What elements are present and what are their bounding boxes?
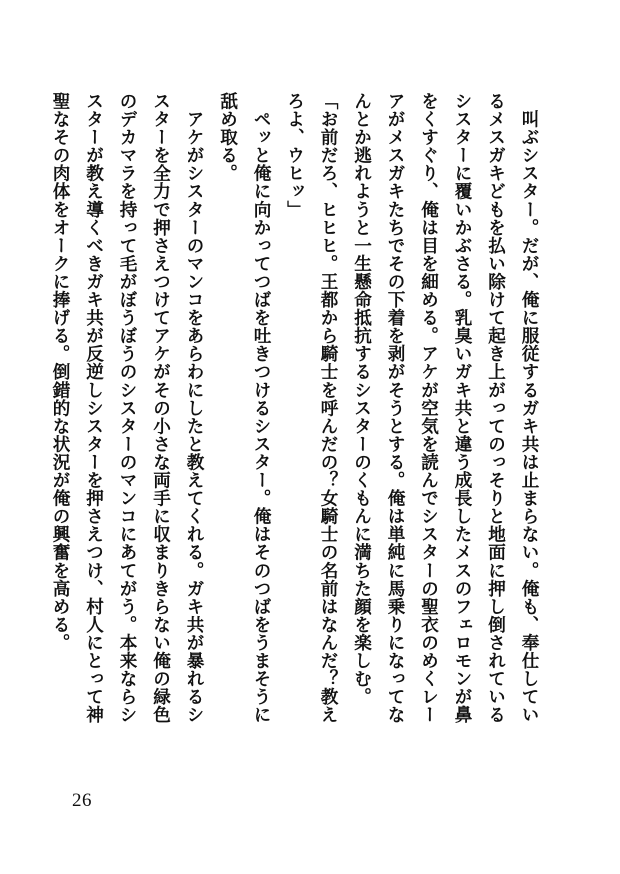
text-line: アがメスガキたちでその下着を剥がそうとする。俺は単純に馬乗りになってな (385, 92, 406, 724)
text-line: 叫ぶシスター。だが、俺に服従するガキ共は止まらない。俺も、奉仕してい (519, 92, 540, 724)
text-line: シスターに覆いかぶさる。乳臭いガキ共と違う成長したメスのフェロモンが鼻 (452, 92, 473, 724)
text-line: ペッと俺に向かってつばを吐きつけるシスター。俺はそのつばをうまそうに (251, 92, 272, 724)
page-number: 26 (72, 790, 92, 811)
vertical-text-body (50, 92, 546, 732)
text-line: スターを全力で押さえつけてアケがその小さな両手に収まりきらない俺の緑色 (150, 92, 172, 724)
text-line: アケがシスターのマンコをあらわにしたと教えてくれる。ガキ共が暴れるシ (184, 92, 205, 724)
text-line: るメスガキどもを払い除けて起き上がってのっそりと地面に押し倒されている (485, 92, 507, 724)
text-line: のデカマラを持って毛がぼうぼうのシスターのマンコにあてがう。本来ならシ (117, 92, 138, 724)
text-line: 「お前だろ、ヒヒヒ。王都から騎士を呼んだの？女騎士の名前はなんだ？教え (318, 92, 339, 724)
text-line: 舐め取る。 (217, 92, 239, 183)
text-line: スターが教え導くべきガキ共が反逆しシスターを押さえつけ、村人にとって神 (83, 92, 105, 724)
text-line: んとか逃れようと一生懸命抵抗するシスターのくもんに満ちた顔を楽しむ。 (351, 92, 373, 706)
text-line: をくすぐり、俺は目を細める。アケが空気を読んでシスターの聖衣のめくレー (418, 92, 440, 724)
text-line: ろよ、ウヒッ」 (284, 92, 306, 219)
text-line: 聖なその肉体をオークに捧げる。倒錯的な状況が俺の興奮を高める。 (50, 92, 71, 652)
